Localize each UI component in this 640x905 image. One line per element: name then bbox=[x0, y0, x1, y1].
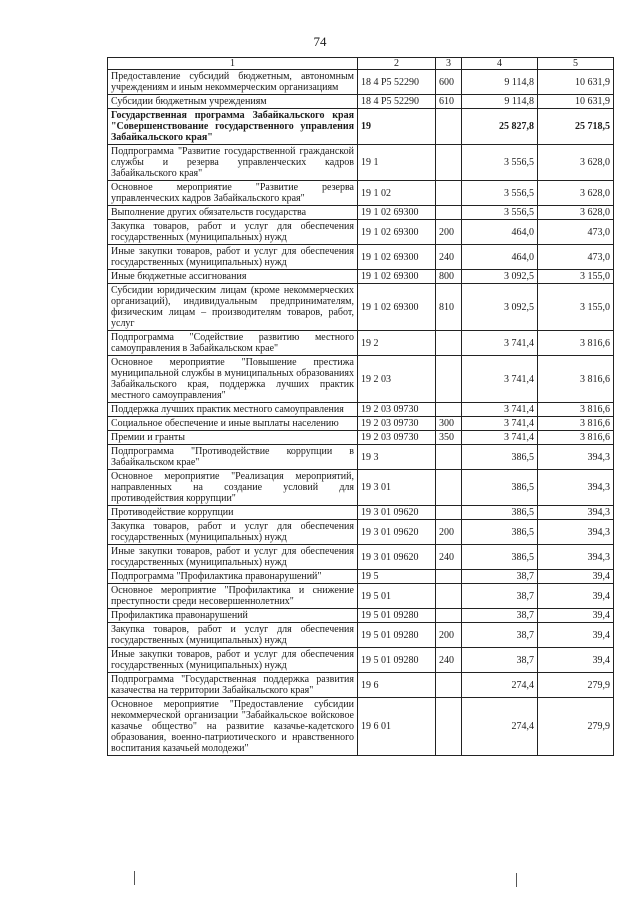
row-value-year2-cell: 39,4 bbox=[538, 648, 614, 673]
table-row bbox=[108, 109, 614, 145]
table-row bbox=[108, 648, 614, 673]
row-code-cell: 19 3 01 09620 bbox=[358, 545, 436, 570]
row-value-year1-cell: 3 741,4 bbox=[462, 431, 538, 445]
table-row bbox=[108, 145, 614, 181]
row-value-year2-cell: 473,0 bbox=[538, 220, 614, 245]
row-code-cell: 19 6 bbox=[358, 673, 436, 698]
row-code-cell: 19 2 03 bbox=[358, 356, 436, 403]
table-row bbox=[108, 570, 614, 584]
row-value-year2-cell: 3 628,0 bbox=[538, 206, 614, 220]
row-value-year1-cell: 3 741,4 bbox=[462, 403, 538, 417]
row-code-cell: 19 5 01 bbox=[358, 584, 436, 609]
row-value-year1-cell: 464,0 bbox=[462, 220, 538, 245]
row-name-cell: Премии и гранты bbox=[108, 431, 358, 445]
row-value-year2-cell: 10 631,9 bbox=[538, 95, 614, 109]
row-code-cell: 19 6 01 bbox=[358, 698, 436, 756]
row-type-cell: 240 bbox=[436, 545, 462, 570]
row-value-year1-cell: 3 092,5 bbox=[462, 270, 538, 284]
row-name-cell: Основное мероприятие "Повышение престижа муниципальной службы в муниципальных образованиях Забайкальского края, поддержка лучших практик местного самоуправления" bbox=[108, 356, 358, 403]
row-value-year2-cell: 394,3 bbox=[538, 520, 614, 545]
row-code-cell: 18 4 P5 52290 bbox=[358, 95, 436, 109]
table-row bbox=[108, 545, 614, 570]
row-value-year2-cell: 3 155,0 bbox=[538, 284, 614, 331]
column-header: 4 bbox=[462, 58, 538, 70]
row-type-cell: 810 bbox=[436, 284, 462, 331]
row-value-year2-cell: 3 816,6 bbox=[538, 331, 614, 356]
row-value-year2-cell: 25 718,5 bbox=[538, 109, 614, 145]
row-value-year1-cell: 38,7 bbox=[462, 584, 538, 609]
row-name-cell: Закупка товаров, работ и услуг для обеспечения государственных (муниципальных) нужд bbox=[108, 520, 358, 545]
row-code-cell: 19 3 01 09620 bbox=[358, 520, 436, 545]
row-code-cell: 19 3 bbox=[358, 445, 436, 470]
row-value-year2-cell: 3 628,0 bbox=[538, 145, 614, 181]
row-type-cell bbox=[436, 570, 462, 584]
table-row bbox=[108, 623, 614, 648]
table-row bbox=[108, 70, 614, 95]
table-row bbox=[108, 331, 614, 356]
row-value-year1-cell: 3 556,5 bbox=[462, 145, 538, 181]
row-name-cell: Подпрограмма "Профилактика правонарушений" bbox=[108, 570, 358, 584]
row-value-year2-cell: 39,4 bbox=[538, 623, 614, 648]
row-name-cell: Иные закупки товаров, работ и услуг для обеспечения государственных (муниципальных) нужд bbox=[108, 245, 358, 270]
row-value-year1-cell: 3 092,5 bbox=[462, 284, 538, 331]
row-name-cell: Основное мероприятие "Профилактика и снижение преступности среди несовершеннолетних" bbox=[108, 584, 358, 609]
row-type-cell bbox=[436, 673, 462, 698]
row-code-cell: 19 1 02 bbox=[358, 181, 436, 206]
row-type-cell bbox=[436, 206, 462, 220]
table-row bbox=[108, 698, 614, 756]
row-type-cell bbox=[436, 470, 462, 506]
row-type-cell bbox=[436, 584, 462, 609]
row-name-cell: Закупка товаров, работ и услуг для обеспечения государственных (муниципальных) нужд bbox=[108, 623, 358, 648]
row-type-cell: 300 bbox=[436, 417, 462, 431]
row-name-cell: Иные закупки товаров, работ и услуг для обеспечения государственных (муниципальных) нужд bbox=[108, 545, 358, 570]
row-name-cell: Социальное обеспечение и иные выплаты населению bbox=[108, 417, 358, 431]
row-name-cell: Профилактика правонарушений bbox=[108, 609, 358, 623]
row-name-cell: Предоставление субсидий бюджетным, автономным учреждениям и иным некоммерческим организациям bbox=[108, 70, 358, 95]
row-value-year1-cell: 3 741,4 bbox=[462, 331, 538, 356]
row-name-cell: Подпрограмма "Противодействие коррупции в Забайкальском крае" bbox=[108, 445, 358, 470]
row-type-cell bbox=[436, 356, 462, 403]
column-header: 2 bbox=[358, 58, 436, 70]
row-code-cell: 19 5 01 09280 bbox=[358, 609, 436, 623]
row-type-cell bbox=[436, 145, 462, 181]
row-value-year1-cell: 3 741,4 bbox=[462, 356, 538, 403]
row-value-year1-cell: 9 114,8 bbox=[462, 95, 538, 109]
row-type-cell bbox=[436, 181, 462, 206]
column-header: 5 bbox=[538, 58, 614, 70]
row-code-cell: 19 2 bbox=[358, 331, 436, 356]
table-row bbox=[108, 270, 614, 284]
row-name-cell: Основное мероприятие "Реализация мероприятий, направленных на создание условий для противодействия коррупции" bbox=[108, 470, 358, 506]
row-name-cell: Иные бюджетные ассигнования bbox=[108, 270, 358, 284]
row-type-cell bbox=[436, 445, 462, 470]
table-row bbox=[108, 417, 614, 431]
row-value-year2-cell: 473,0 bbox=[538, 245, 614, 270]
row-value-year2-cell: 39,4 bbox=[538, 584, 614, 609]
table-row bbox=[108, 673, 614, 698]
column-header: 1 bbox=[108, 58, 358, 70]
row-code-cell: 19 1 02 69300 bbox=[358, 206, 436, 220]
scan-mark bbox=[516, 873, 517, 887]
row-value-year1-cell: 38,7 bbox=[462, 570, 538, 584]
table-row bbox=[108, 609, 614, 623]
row-type-cell: 610 bbox=[436, 95, 462, 109]
row-name-cell: Закупка товаров, работ и услуг для обеспечения государственных (муниципальных) нужд bbox=[108, 220, 358, 245]
row-name-cell: Основное мероприятие "Предоставление субсидии некоммерческой организации "Забайкальское войсковое казачье общество" на развитие казачье-кадетского образования, военно-патриотического и нравственного воспитания казачьей молодежи" bbox=[108, 698, 358, 756]
row-value-year2-cell: 394,3 bbox=[538, 506, 614, 520]
row-code-cell: 19 5 01 09280 bbox=[358, 648, 436, 673]
row-value-year2-cell: 394,3 bbox=[538, 470, 614, 506]
row-type-cell: 240 bbox=[436, 648, 462, 673]
table-row bbox=[108, 470, 614, 506]
row-type-cell bbox=[436, 698, 462, 756]
row-type-cell bbox=[436, 109, 462, 145]
row-value-year2-cell: 394,3 bbox=[538, 545, 614, 570]
column-header: 3 bbox=[436, 58, 462, 70]
row-code-cell: 19 bbox=[358, 109, 436, 145]
row-code-cell: 19 1 bbox=[358, 145, 436, 181]
row-code-cell: 19 3 01 09620 bbox=[358, 506, 436, 520]
row-value-year1-cell: 9 114,8 bbox=[462, 70, 538, 95]
row-code-cell: 19 2 03 09730 bbox=[358, 431, 436, 445]
row-value-year2-cell: 3 628,0 bbox=[538, 181, 614, 206]
row-value-year1-cell: 3 741,4 bbox=[462, 417, 538, 431]
row-code-cell: 19 2 03 09730 bbox=[358, 417, 436, 431]
row-value-year1-cell: 386,5 bbox=[462, 545, 538, 570]
table-row bbox=[108, 356, 614, 403]
row-name-cell: Государственная программа Забайкальского края "Совершенствование государственного управления Забайкальского края" bbox=[108, 109, 358, 145]
row-name-cell: Субсидии юридическим лицам (кроме некоммерческих организаций), индивидуальным предпринимателям, физическим лицам – производителям товаров, работ, услуг bbox=[108, 284, 358, 331]
row-code-cell: 18 4 P5 52290 bbox=[358, 70, 436, 95]
row-value-year1-cell: 386,5 bbox=[462, 470, 538, 506]
row-type-cell bbox=[436, 331, 462, 356]
row-type-cell bbox=[436, 403, 462, 417]
row-value-year2-cell: 3 816,6 bbox=[538, 417, 614, 431]
row-value-year2-cell: 3 155,0 bbox=[538, 270, 614, 284]
row-value-year1-cell: 25 827,8 bbox=[462, 109, 538, 145]
row-code-cell: 19 5 01 09280 bbox=[358, 623, 436, 648]
row-type-cell bbox=[436, 506, 462, 520]
table-row bbox=[108, 245, 614, 270]
table-row bbox=[108, 445, 614, 470]
row-value-year1-cell: 386,5 bbox=[462, 506, 538, 520]
row-value-year1-cell: 3 556,5 bbox=[462, 181, 538, 206]
row-value-year1-cell: 274,4 bbox=[462, 698, 538, 756]
scan-mark bbox=[134, 871, 135, 885]
table-row bbox=[108, 431, 614, 445]
row-type-cell: 240 bbox=[436, 245, 462, 270]
row-type-cell bbox=[436, 609, 462, 623]
row-type-cell: 200 bbox=[436, 220, 462, 245]
row-type-cell: 600 bbox=[436, 70, 462, 95]
row-name-cell: Выполнение других обязательств государства bbox=[108, 206, 358, 220]
row-name-cell: Субсидии бюджетным учреждениям bbox=[108, 95, 358, 109]
row-value-year1-cell: 38,7 bbox=[462, 623, 538, 648]
row-code-cell: 19 1 02 69300 bbox=[358, 270, 436, 284]
row-type-cell: 200 bbox=[436, 623, 462, 648]
row-value-year2-cell: 3 816,6 bbox=[538, 403, 614, 417]
row-value-year1-cell: 38,7 bbox=[462, 609, 538, 623]
row-value-year2-cell: 279,9 bbox=[538, 698, 614, 756]
table-row bbox=[108, 506, 614, 520]
table-row bbox=[108, 206, 614, 220]
row-name-cell: Подпрограмма "Развитие государственной гражданской службы и резерва управленческих кадров Забайкальского края" bbox=[108, 145, 358, 181]
row-name-cell: Подпрограмма "Государственная поддержка развития казачества на территории Забайкальского края" bbox=[108, 673, 358, 698]
row-value-year1-cell: 386,5 bbox=[462, 520, 538, 545]
row-code-cell: 19 1 02 69300 bbox=[358, 245, 436, 270]
row-type-cell: 350 bbox=[436, 431, 462, 445]
row-name-cell: Противодействие коррупции bbox=[108, 506, 358, 520]
row-value-year1-cell: 3 556,5 bbox=[462, 206, 538, 220]
page-number: 74 bbox=[313, 34, 327, 49]
table-row bbox=[108, 220, 614, 245]
table-row bbox=[108, 284, 614, 331]
row-type-cell: 800 bbox=[436, 270, 462, 284]
table-row bbox=[108, 403, 614, 417]
row-value-year2-cell: 39,4 bbox=[538, 570, 614, 584]
table-row bbox=[108, 520, 614, 545]
table-header-row bbox=[108, 58, 614, 70]
row-value-year2-cell: 394,3 bbox=[538, 445, 614, 470]
row-code-cell: 19 2 03 09730 bbox=[358, 403, 436, 417]
row-value-year2-cell: 10 631,9 bbox=[538, 70, 614, 95]
row-code-cell: 19 1 02 69300 bbox=[358, 284, 436, 331]
row-value-year1-cell: 274,4 bbox=[462, 673, 538, 698]
row-value-year1-cell: 38,7 bbox=[462, 648, 538, 673]
row-code-cell: 19 3 01 bbox=[358, 470, 436, 506]
row-name-cell: Иные закупки товаров, работ и услуг для обеспечения государственных (муниципальных) нужд bbox=[108, 648, 358, 673]
budget-table bbox=[107, 57, 614, 756]
row-name-cell: Основное мероприятие "Развитие резерва управленческих кадров Забайкальского края" bbox=[108, 181, 358, 206]
row-value-year2-cell: 279,9 bbox=[538, 673, 614, 698]
row-code-cell: 19 1 02 69300 bbox=[358, 220, 436, 245]
table-row bbox=[108, 95, 614, 109]
row-value-year2-cell: 3 816,6 bbox=[538, 356, 614, 403]
table-row bbox=[108, 181, 614, 206]
row-value-year2-cell: 3 816,6 bbox=[538, 431, 614, 445]
row-name-cell: Подпрограмма "Содействие развитию местного самоуправления в Забайкальском крае" bbox=[108, 331, 358, 356]
row-name-cell: Поддержка лучших практик местного самоуправления bbox=[108, 403, 358, 417]
row-value-year2-cell: 39,4 bbox=[538, 609, 614, 623]
row-type-cell: 200 bbox=[436, 520, 462, 545]
table-row bbox=[108, 584, 614, 609]
row-value-year1-cell: 386,5 bbox=[462, 445, 538, 470]
row-value-year1-cell: 464,0 bbox=[462, 245, 538, 270]
row-code-cell: 19 5 bbox=[358, 570, 436, 584]
